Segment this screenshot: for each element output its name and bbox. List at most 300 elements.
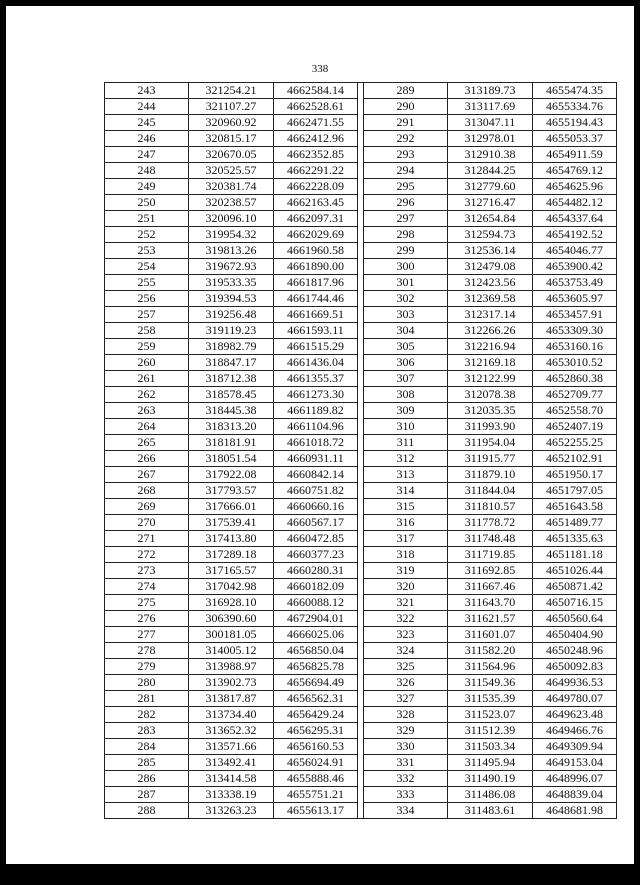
right-y-coordinate-cell: 4652860.38	[533, 371, 617, 387]
right-point-number-cell: 332	[364, 771, 448, 787]
right-y-coordinate-cell: 4653605.97	[533, 291, 617, 307]
left-x-coordinate-cell: 320960.92	[189, 115, 274, 131]
table-row	[105, 307, 617, 323]
left-point-number-cell: 267	[105, 467, 189, 483]
right-y-coordinate-cell: 4651797.05	[533, 483, 617, 499]
right-x-coordinate-cell: 312978.01	[448, 131, 533, 147]
table-row	[105, 755, 617, 771]
right-point-number-cell: 292	[364, 131, 448, 147]
left-y-coordinate-cell: 4661018.72	[274, 435, 358, 451]
left-y-coordinate-cell: 4660472.85	[274, 531, 358, 547]
right-x-coordinate-cell: 311915.77	[448, 451, 533, 467]
left-point-number-cell: 264	[105, 419, 189, 435]
table-row	[105, 579, 617, 595]
right-point-number-cell: 330	[364, 739, 448, 755]
right-y-coordinate-cell: 4649780.07	[533, 691, 617, 707]
left-y-coordinate-cell: 4661593.11	[274, 323, 358, 339]
right-x-coordinate-cell: 311954.04	[448, 435, 533, 451]
right-y-coordinate-cell: 4648996.07	[533, 771, 617, 787]
right-x-coordinate-cell: 311778.72	[448, 515, 533, 531]
left-x-coordinate-cell: 320670.05	[189, 147, 274, 163]
table-row	[105, 675, 617, 691]
left-x-coordinate-cell: 320525.57	[189, 163, 274, 179]
page-number: 338	[311, 63, 329, 75]
left-point-number-cell: 247	[105, 147, 189, 163]
left-point-number-cell: 288	[105, 803, 189, 819]
left-point-number-cell: 271	[105, 531, 189, 547]
left-y-coordinate-cell: 4662163.45	[274, 195, 358, 211]
right-x-coordinate-cell: 311503.34	[448, 739, 533, 755]
right-point-number-cell: 289	[364, 83, 448, 99]
left-y-coordinate-cell: 4660377.23	[274, 547, 358, 563]
left-point-number-cell: 262	[105, 387, 189, 403]
table-row	[105, 243, 617, 259]
table-row	[105, 803, 617, 819]
right-x-coordinate-cell: 311486.08	[448, 787, 533, 803]
left-x-coordinate-cell: 313734.40	[189, 707, 274, 723]
left-x-coordinate-cell: 317793.57	[189, 483, 274, 499]
left-y-coordinate-cell: 4662528.61	[274, 99, 358, 115]
table-row	[105, 435, 617, 451]
right-y-coordinate-cell: 4650404.90	[533, 627, 617, 643]
right-y-coordinate-cell: 4655194.43	[533, 115, 617, 131]
left-x-coordinate-cell: 321107.27	[189, 99, 274, 115]
table-row	[105, 387, 617, 403]
right-y-coordinate-cell: 4649153.04	[533, 755, 617, 771]
left-y-coordinate-cell: 4662291.22	[274, 163, 358, 179]
right-y-coordinate-cell: 4655474.35	[533, 83, 617, 99]
right-point-number-cell: 319	[364, 563, 448, 579]
right-y-coordinate-cell: 4655053.37	[533, 131, 617, 147]
coordinates-table-container	[104, 82, 640, 819]
left-x-coordinate-cell: 317165.57	[189, 563, 274, 579]
left-y-coordinate-cell: 4656295.31	[274, 723, 358, 739]
right-y-coordinate-cell: 4652255.25	[533, 435, 617, 451]
left-point-number-cell: 243	[105, 83, 189, 99]
right-x-coordinate-cell: 312122.99	[448, 371, 533, 387]
left-y-coordinate-cell: 4662471.55	[274, 115, 358, 131]
left-x-coordinate-cell: 320815.17	[189, 131, 274, 147]
left-x-coordinate-cell: 313492.41	[189, 755, 274, 771]
left-x-coordinate-cell: 317042.98	[189, 579, 274, 595]
table-row	[105, 147, 617, 163]
right-y-coordinate-cell: 4652558.70	[533, 403, 617, 419]
left-y-coordinate-cell: 4666025.06	[274, 627, 358, 643]
table-row	[105, 483, 617, 499]
left-y-coordinate-cell: 4661273.30	[274, 387, 358, 403]
right-x-coordinate-cell: 311549.36	[448, 675, 533, 691]
right-x-coordinate-cell: 312716.47	[448, 195, 533, 211]
left-point-number-cell: 260	[105, 355, 189, 371]
right-x-coordinate-cell: 312423.56	[448, 275, 533, 291]
table-row	[105, 707, 617, 723]
right-y-coordinate-cell: 4652709.77	[533, 387, 617, 403]
right-point-number-cell: 291	[364, 115, 448, 131]
left-y-coordinate-cell: 4661104.96	[274, 419, 358, 435]
right-x-coordinate-cell: 313117.69	[448, 99, 533, 115]
left-y-coordinate-cell: 4655751.21	[274, 787, 358, 803]
table-row	[105, 211, 617, 227]
right-y-coordinate-cell: 4654337.64	[533, 211, 617, 227]
right-point-number-cell: 305	[364, 339, 448, 355]
right-y-coordinate-cell: 4649623.48	[533, 707, 617, 723]
left-y-coordinate-cell: 4656850.04	[274, 643, 358, 659]
left-x-coordinate-cell: 319256.48	[189, 307, 274, 323]
right-x-coordinate-cell: 311564.96	[448, 659, 533, 675]
left-x-coordinate-cell: 319813.26	[189, 243, 274, 259]
right-point-number-cell: 304	[364, 323, 448, 339]
right-y-coordinate-cell: 4648839.04	[533, 787, 617, 803]
coordinates-table-body	[105, 83, 617, 819]
right-point-number-cell: 334	[364, 803, 448, 819]
right-point-number-cell: 308	[364, 387, 448, 403]
right-y-coordinate-cell: 4649309.94	[533, 739, 617, 755]
right-point-number-cell: 324	[364, 643, 448, 659]
table-row	[105, 83, 617, 99]
document-page	[6, 6, 634, 864]
right-y-coordinate-cell: 4650560.64	[533, 611, 617, 627]
table-row	[105, 419, 617, 435]
table-row	[105, 451, 617, 467]
right-y-coordinate-cell: 4654192.52	[533, 227, 617, 243]
left-point-number-cell: 281	[105, 691, 189, 707]
left-y-coordinate-cell: 4662228.09	[274, 179, 358, 195]
right-point-number-cell: 316	[364, 515, 448, 531]
left-y-coordinate-cell: 4656562.31	[274, 691, 358, 707]
left-y-coordinate-cell: 4656825.78	[274, 659, 358, 675]
left-y-coordinate-cell: 4656694.49	[274, 675, 358, 691]
table-row	[105, 499, 617, 515]
right-y-coordinate-cell: 4654482.12	[533, 195, 617, 211]
right-point-number-cell: 328	[364, 707, 448, 723]
table-row	[105, 291, 617, 307]
right-y-coordinate-cell: 4651950.17	[533, 467, 617, 483]
table-row	[105, 179, 617, 195]
right-y-coordinate-cell: 4650248.96	[533, 643, 617, 659]
right-point-number-cell: 333	[364, 787, 448, 803]
right-y-coordinate-cell: 4652102.91	[533, 451, 617, 467]
right-x-coordinate-cell: 311601.07	[448, 627, 533, 643]
right-x-coordinate-cell: 312266.26	[448, 323, 533, 339]
table-row	[105, 467, 617, 483]
left-point-number-cell: 251	[105, 211, 189, 227]
left-point-number-cell: 287	[105, 787, 189, 803]
right-x-coordinate-cell: 311621.57	[448, 611, 533, 627]
left-y-coordinate-cell: 4661669.51	[274, 307, 358, 323]
left-y-coordinate-cell: 4660931.11	[274, 451, 358, 467]
right-x-coordinate-cell: 313047.11	[448, 115, 533, 131]
right-y-coordinate-cell: 4651489.77	[533, 515, 617, 531]
right-x-coordinate-cell: 311810.57	[448, 499, 533, 515]
right-x-coordinate-cell: 311490.19	[448, 771, 533, 787]
right-point-number-cell: 317	[364, 531, 448, 547]
right-y-coordinate-cell: 4653753.49	[533, 275, 617, 291]
left-x-coordinate-cell: 313338.19	[189, 787, 274, 803]
left-point-number-cell: 248	[105, 163, 189, 179]
right-y-coordinate-cell: 4651335.63	[533, 531, 617, 547]
right-y-coordinate-cell: 4653309.30	[533, 323, 617, 339]
right-point-number-cell: 290	[364, 99, 448, 115]
right-x-coordinate-cell: 311512.39	[448, 723, 533, 739]
right-y-coordinate-cell: 4649466.76	[533, 723, 617, 739]
table-row	[105, 659, 617, 675]
right-point-number-cell: 322	[364, 611, 448, 627]
left-y-coordinate-cell: 4661744.46	[274, 291, 358, 307]
right-x-coordinate-cell: 311879.10	[448, 467, 533, 483]
left-x-coordinate-cell: 320238.57	[189, 195, 274, 211]
left-point-number-cell: 257	[105, 307, 189, 323]
left-point-number-cell: 253	[105, 243, 189, 259]
right-point-number-cell: 314	[364, 483, 448, 499]
left-point-number-cell: 269	[105, 499, 189, 515]
left-x-coordinate-cell: 318051.54	[189, 451, 274, 467]
right-y-coordinate-cell: 4654046.77	[533, 243, 617, 259]
right-y-coordinate-cell: 4653160.16	[533, 339, 617, 355]
left-x-coordinate-cell: 313902.73	[189, 675, 274, 691]
left-point-number-cell: 284	[105, 739, 189, 755]
left-x-coordinate-cell: 317666.01	[189, 499, 274, 515]
right-x-coordinate-cell: 312369.58	[448, 291, 533, 307]
right-point-number-cell: 300	[364, 259, 448, 275]
right-x-coordinate-cell: 311719.85	[448, 547, 533, 563]
table-row	[105, 275, 617, 291]
left-x-coordinate-cell: 318982.79	[189, 339, 274, 355]
left-y-coordinate-cell: 4656429.24	[274, 707, 358, 723]
right-x-coordinate-cell: 311483.61	[448, 803, 533, 819]
left-y-coordinate-cell: 4655888.46	[274, 771, 358, 787]
right-point-number-cell: 307	[364, 371, 448, 387]
table-row	[105, 515, 617, 531]
left-point-number-cell: 244	[105, 99, 189, 115]
right-point-number-cell: 331	[364, 755, 448, 771]
right-x-coordinate-cell: 311844.04	[448, 483, 533, 499]
right-point-number-cell: 310	[364, 419, 448, 435]
right-x-coordinate-cell: 311667.46	[448, 579, 533, 595]
left-x-coordinate-cell: 318847.17	[189, 355, 274, 371]
right-y-coordinate-cell: 4651026.44	[533, 563, 617, 579]
left-point-number-cell: 279	[105, 659, 189, 675]
left-y-coordinate-cell: 4660751.82	[274, 483, 358, 499]
table-row	[105, 611, 617, 627]
left-y-coordinate-cell: 4662097.31	[274, 211, 358, 227]
right-x-coordinate-cell: 312035.35	[448, 403, 533, 419]
table-row	[105, 339, 617, 355]
table-row	[105, 99, 617, 115]
left-x-coordinate-cell: 314005.12	[189, 643, 274, 659]
table-row	[105, 371, 617, 387]
left-y-coordinate-cell: 4661355.37	[274, 371, 358, 387]
right-y-coordinate-cell: 4654911.59	[533, 147, 617, 163]
table-row	[105, 323, 617, 339]
right-point-number-cell: 321	[364, 595, 448, 611]
left-x-coordinate-cell: 317922.08	[189, 467, 274, 483]
right-y-coordinate-cell: 4655334.76	[533, 99, 617, 115]
right-point-number-cell: 294	[364, 163, 448, 179]
left-x-coordinate-cell: 318712.38	[189, 371, 274, 387]
left-point-number-cell: 278	[105, 643, 189, 659]
left-point-number-cell: 274	[105, 579, 189, 595]
left-x-coordinate-cell: 319394.53	[189, 291, 274, 307]
right-point-number-cell: 313	[364, 467, 448, 483]
right-x-coordinate-cell: 313189.73	[448, 83, 533, 99]
right-x-coordinate-cell: 312479.08	[448, 259, 533, 275]
left-point-number-cell: 285	[105, 755, 189, 771]
right-y-coordinate-cell: 4653457.91	[533, 307, 617, 323]
left-y-coordinate-cell: 4660567.17	[274, 515, 358, 531]
left-y-coordinate-cell: 4661189.82	[274, 403, 358, 419]
table-row	[105, 771, 617, 787]
left-x-coordinate-cell: 320381.74	[189, 179, 274, 195]
left-x-coordinate-cell: 300181.05	[189, 627, 274, 643]
left-x-coordinate-cell: 318313.20	[189, 419, 274, 435]
left-y-coordinate-cell: 4660182.09	[274, 579, 358, 595]
right-point-number-cell: 320	[364, 579, 448, 595]
right-point-number-cell: 295	[364, 179, 448, 195]
right-x-coordinate-cell: 312654.84	[448, 211, 533, 227]
table-row	[105, 195, 617, 211]
left-point-number-cell: 250	[105, 195, 189, 211]
right-x-coordinate-cell: 311748.48	[448, 531, 533, 547]
table-row	[105, 355, 617, 371]
left-point-number-cell: 270	[105, 515, 189, 531]
right-point-number-cell: 329	[364, 723, 448, 739]
right-x-coordinate-cell: 311582.20	[448, 643, 533, 659]
left-x-coordinate-cell: 317413.80	[189, 531, 274, 547]
table-row	[105, 595, 617, 611]
left-y-coordinate-cell: 4656160.53	[274, 739, 358, 755]
left-y-coordinate-cell: 4661515.29	[274, 339, 358, 355]
left-point-number-cell: 259	[105, 339, 189, 355]
left-point-number-cell: 245	[105, 115, 189, 131]
left-y-coordinate-cell: 4672904.01	[274, 611, 358, 627]
right-x-coordinate-cell: 312078.38	[448, 387, 533, 403]
left-point-number-cell: 261	[105, 371, 189, 387]
left-y-coordinate-cell: 4661817.96	[274, 275, 358, 291]
right-point-number-cell: 296	[364, 195, 448, 211]
right-x-coordinate-cell: 312216.94	[448, 339, 533, 355]
right-x-coordinate-cell: 312169.18	[448, 355, 533, 371]
left-x-coordinate-cell: 313988.97	[189, 659, 274, 675]
left-point-number-cell: 256	[105, 291, 189, 307]
left-point-number-cell: 268	[105, 483, 189, 499]
right-point-number-cell: 315	[364, 499, 448, 515]
right-point-number-cell: 298	[364, 227, 448, 243]
right-x-coordinate-cell: 312779.60	[448, 179, 533, 195]
left-y-coordinate-cell: 4655613.17	[274, 803, 358, 819]
left-point-number-cell: 252	[105, 227, 189, 243]
left-x-coordinate-cell: 318445.38	[189, 403, 274, 419]
right-x-coordinate-cell: 312844.25	[448, 163, 533, 179]
left-point-number-cell: 273	[105, 563, 189, 579]
right-point-number-cell: 311	[364, 435, 448, 451]
left-x-coordinate-cell: 313817.87	[189, 691, 274, 707]
left-y-coordinate-cell: 4660842.14	[274, 467, 358, 483]
right-x-coordinate-cell: 312910.38	[448, 147, 533, 163]
right-y-coordinate-cell: 4648681.98	[533, 803, 617, 819]
left-x-coordinate-cell: 319672.93	[189, 259, 274, 275]
table-row	[105, 131, 617, 147]
left-y-coordinate-cell: 4661890.00	[274, 259, 358, 275]
right-point-number-cell: 327	[364, 691, 448, 707]
left-point-number-cell: 272	[105, 547, 189, 563]
right-y-coordinate-cell: 4654769.12	[533, 163, 617, 179]
right-point-number-cell: 326	[364, 675, 448, 691]
left-point-number-cell: 277	[105, 627, 189, 643]
left-x-coordinate-cell: 313571.66	[189, 739, 274, 755]
left-point-number-cell: 258	[105, 323, 189, 339]
right-point-number-cell: 306	[364, 355, 448, 371]
left-x-coordinate-cell: 306390.60	[189, 611, 274, 627]
right-y-coordinate-cell: 4650716.15	[533, 595, 617, 611]
left-y-coordinate-cell: 4660088.12	[274, 595, 358, 611]
right-x-coordinate-cell: 311643.70	[448, 595, 533, 611]
table-row	[105, 115, 617, 131]
right-y-coordinate-cell: 4650871.42	[533, 579, 617, 595]
right-point-number-cell: 309	[364, 403, 448, 419]
right-point-number-cell: 303	[364, 307, 448, 323]
left-x-coordinate-cell: 319954.32	[189, 227, 274, 243]
left-point-number-cell: 254	[105, 259, 189, 275]
table-row	[105, 691, 617, 707]
table-row	[105, 531, 617, 547]
left-x-coordinate-cell: 320096.10	[189, 211, 274, 227]
right-y-coordinate-cell: 4653010.52	[533, 355, 617, 371]
table-row	[105, 547, 617, 563]
right-x-coordinate-cell: 311523.07	[448, 707, 533, 723]
left-y-coordinate-cell: 4662352.85	[274, 147, 358, 163]
left-x-coordinate-cell: 318578.45	[189, 387, 274, 403]
right-point-number-cell: 301	[364, 275, 448, 291]
left-y-coordinate-cell: 4661960.58	[274, 243, 358, 259]
right-point-number-cell: 325	[364, 659, 448, 675]
left-point-number-cell: 275	[105, 595, 189, 611]
left-point-number-cell: 283	[105, 723, 189, 739]
right-y-coordinate-cell: 4654625.96	[533, 179, 617, 195]
right-y-coordinate-cell: 4653900.42	[533, 259, 617, 275]
left-y-coordinate-cell: 4660660.16	[274, 499, 358, 515]
left-x-coordinate-cell: 319119.23	[189, 323, 274, 339]
left-x-coordinate-cell: 313263.23	[189, 803, 274, 819]
table-row	[105, 627, 617, 643]
right-point-number-cell: 299	[364, 243, 448, 259]
left-x-coordinate-cell: 313414.58	[189, 771, 274, 787]
right-point-number-cell: 297	[364, 211, 448, 227]
left-point-number-cell: 280	[105, 675, 189, 691]
left-point-number-cell: 266	[105, 451, 189, 467]
table-row	[105, 259, 617, 275]
left-point-number-cell: 276	[105, 611, 189, 627]
table-row	[105, 739, 617, 755]
left-y-coordinate-cell: 4662584.14	[274, 83, 358, 99]
left-y-coordinate-cell: 4662029.69	[274, 227, 358, 243]
table-row	[105, 227, 617, 243]
table-row	[105, 723, 617, 739]
left-x-coordinate-cell: 316928.10	[189, 595, 274, 611]
right-point-number-cell: 323	[364, 627, 448, 643]
right-y-coordinate-cell: 4649936.53	[533, 675, 617, 691]
table-row	[105, 163, 617, 179]
left-x-coordinate-cell: 318181.91	[189, 435, 274, 451]
left-x-coordinate-cell: 313652.32	[189, 723, 274, 739]
table-row	[105, 563, 617, 579]
right-y-coordinate-cell: 4651181.18	[533, 547, 617, 563]
right-point-number-cell: 302	[364, 291, 448, 307]
right-x-coordinate-cell: 311692.85	[448, 563, 533, 579]
left-y-coordinate-cell: 4662412.96	[274, 131, 358, 147]
left-point-number-cell: 255	[105, 275, 189, 291]
left-point-number-cell: 263	[105, 403, 189, 419]
left-y-coordinate-cell: 4661436.04	[274, 355, 358, 371]
